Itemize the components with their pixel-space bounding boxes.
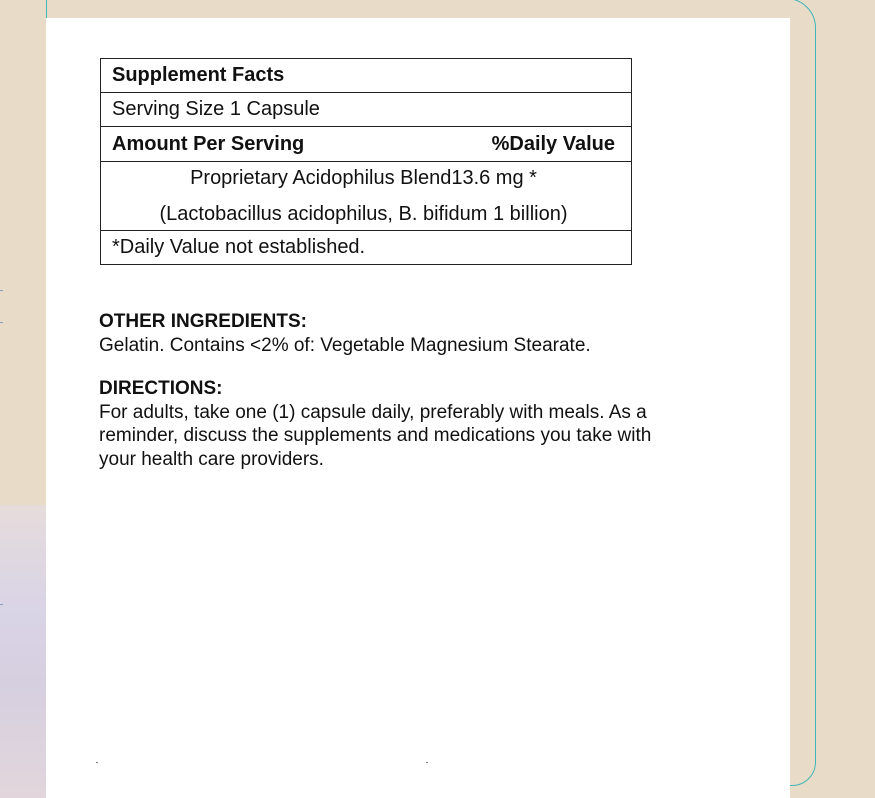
left-edge-mark — [0, 322, 3, 323]
daily-value-footnote: *Daily Value not established. — [112, 236, 366, 258]
serving-size-row — [101, 93, 631, 127]
other-ingredients-section — [99, 310, 739, 357]
facts-title-row — [101, 59, 631, 93]
ingredient-row — [101, 162, 631, 231]
print-speck — [426, 762, 428, 763]
other-ingredients-heading: OTHER INGREDIENTS: — [99, 311, 307, 332]
left-edge-mark — [0, 604, 3, 605]
amount-per-serving-header: Amount Per Serving — [112, 132, 305, 155]
directions-section — [99, 377, 739, 471]
ingredient-amount: 13.6 mg * — [451, 166, 537, 189]
directions-line: For adults, take one (1) capsule daily, preferably with meals. As a — [99, 401, 647, 423]
other-ingredients-text: Gelatin. Contains <2% of: Vegetable Magnesium Stearate. — [99, 334, 591, 356]
amount-header-row — [101, 127, 631, 162]
supplement-facts-table — [100, 58, 632, 265]
serving-size: Serving Size 1 Capsule — [112, 98, 320, 120]
footnote-row — [101, 231, 631, 264]
ingredient-name: Proprietary Acidophilus Blend — [190, 166, 452, 189]
left-decorative-gradient — [0, 505, 48, 798]
directions-heading: DIRECTIONS: — [99, 378, 223, 399]
daily-value-header: %Daily Value — [491, 132, 615, 155]
print-speck — [96, 762, 98, 763]
left-edge-mark — [0, 290, 3, 291]
directions-line: your health care providers. — [99, 448, 324, 470]
ingredient-detail: (Lactobacillus acidophilus, B. bifidum 1 billion) — [159, 202, 568, 225]
facts-title: Supplement Facts — [112, 64, 285, 86]
label-sheet — [46, 18, 790, 798]
directions-line: reminder, discuss the supplements and medications you take with — [99, 425, 652, 446]
